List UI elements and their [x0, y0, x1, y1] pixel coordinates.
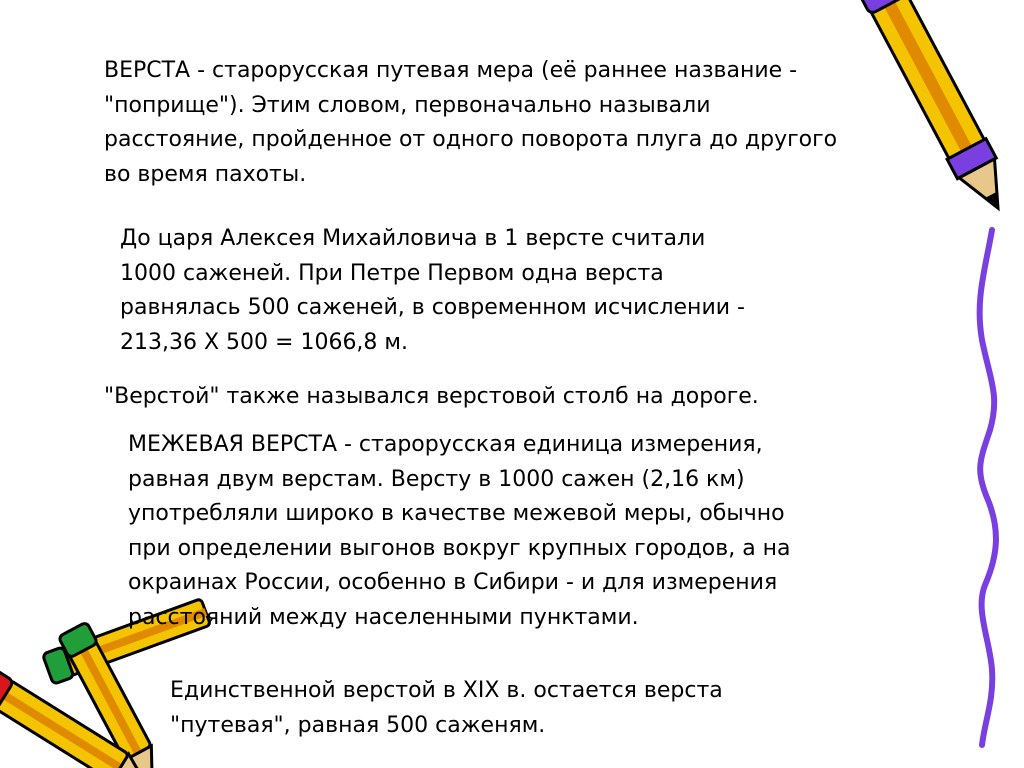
paragraph-milepost: "Верстой" также назывался верстовой столб на дороге.: [104, 384, 759, 409]
paragraph-boundary-versta: МЕЖЕВАЯ ВЕРСТА - старорусская единица измерения, равная двум верстам. Версту в 1000 сажен (2,16 км) употребляли широко в качестве межевой меры, обычно при определении выгонов вокруг крупных городов, а на окраинах России, особенно в Сибири - и для измерения расстояний между населенными пунктами.: [128, 432, 791, 630]
paragraph-versta-definition: ВЕРСТА - старорусская путевая мера (её раннее название - "поприще"). Этим словом, первоначально называли расстояние, пройденное от одного поворота плуга до другого во время пахоты.: [104, 58, 838, 187]
squiggle-line: [980, 230, 996, 745]
paragraph-history: До царя Алексея Михайловича в 1 версте считали 1000 саженей. При Петре Первом одна верста равнялась 500 саженей, в современном исчислении - 213,36 Х 500 = 1066,8 м.: [120, 226, 745, 355]
paragraph-19th-century: Единственной верстой в XIX в. остается верста "путевая", равная 500 саженям.: [170, 678, 723, 738]
